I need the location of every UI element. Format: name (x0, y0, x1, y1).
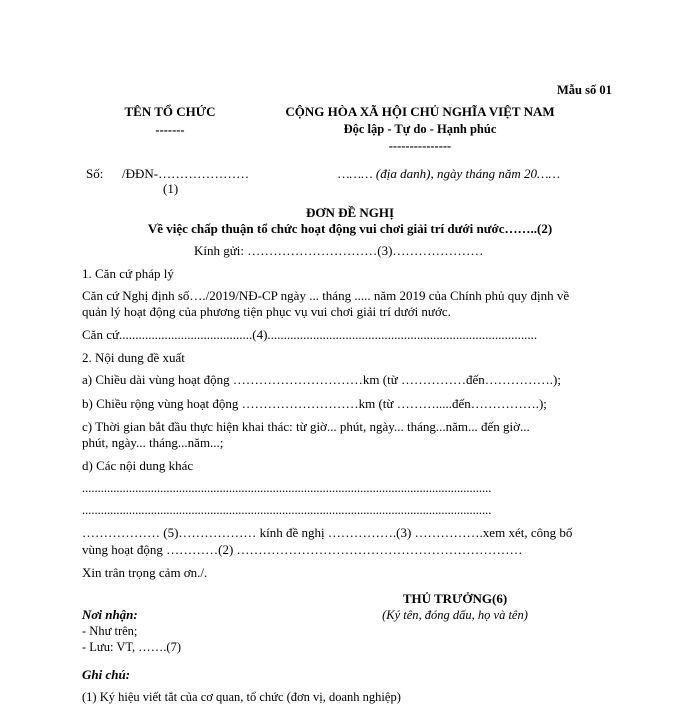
time-line1: c) Thời gian bắt đầu thực hiện khai thác: từ giờ... phút, ngày... tháng...năm... đến giờ... (82, 419, 530, 434)
other-content-heading: d) Các nội dung khác (82, 458, 194, 473)
dotted-line-1: ................................................................................................................................... (82, 481, 492, 495)
country-name: CỘNG HÒA XÃ HỘI CHỦ NGHĨA VIỆT NAM (285, 104, 555, 119)
motto: Độc lập - Tự do - Hạnh phúc (343, 122, 497, 136)
signature-note: (Ký tên, đóng dấu, họ và tên) (382, 608, 528, 622)
recipient-item-2: - Lưu: VT, …….(7) (82, 640, 182, 654)
request-line2: vùng hoạt động …………(2) ………………………………………………………… (82, 542, 523, 557)
time-line2: phút, ngày... tháng...năm...; (82, 435, 224, 450)
note-item-1: (1) Ký hiệu viết tắt của cơ quan, tổ chức (đơn vị, doanh nghiệp) (82, 690, 401, 704)
place-date: ……… (địa danh), ngày tháng năm 20…… (338, 166, 561, 181)
motto-dashes: --------------- (388, 139, 452, 153)
form-number: Mẫu số 01 (557, 83, 612, 97)
legal-basis-line3: Căn cứ.........................................(4)................................................................................... (82, 327, 538, 342)
legal-basis-line1: Căn cứ Nghị định số…./2019/NĐ-CP ngày ... tháng ..... năm 2019 của Chính phủ quy định về (82, 288, 570, 303)
notes-heading: Ghi chú: (82, 667, 131, 682)
length-line: a) Chiều dài vùng hoạt động …………………………km (từ ……………đến…………….); (82, 372, 561, 387)
document-code: /ĐĐN-………………… (122, 166, 250, 181)
width-line: b) Chiều rộng vùng hoạt động ………………………km (từ ……….....đến…………….); (82, 396, 547, 411)
recipients-heading: Nơi nhận: (82, 607, 138, 622)
section1-heading: 1. Căn cứ pháp lý (82, 266, 174, 281)
document-title: ĐƠN ĐỀ NGHỊ (305, 205, 395, 220)
org-name: TÊN TỔ CHỨC (124, 104, 216, 119)
closing-text: Xin trân trọng cảm ơn./. (82, 565, 208, 580)
dotted-line-2: ................................................................................................................................... (82, 503, 492, 517)
legal-basis-line2: quản lý hoạt động của phương tiện phục vụ vui chơi giải trí dưới nước. (82, 304, 451, 319)
signatory-title: THỦ TRƯỞNG(6) (402, 591, 508, 606)
document-subject: Về việc chấp thuận tổ chức hoạt động vui chơi giải trí dưới nước……..(2) (147, 221, 553, 236)
recipient-item-1: - Như trên; (82, 624, 138, 638)
recipient-line: Kính gửi: …………………………(3)………………… (194, 243, 484, 258)
code-note: (1) (163, 181, 179, 196)
request-line1: ……………… (5)……………… kính đề nghị …………….(3) …………….xem xét, công bố (82, 525, 573, 540)
org-dashes: ------- (155, 123, 185, 137)
section2-heading: 2. Nội dung đề xuất (82, 350, 185, 365)
number-label: Số: (86, 166, 104, 181)
